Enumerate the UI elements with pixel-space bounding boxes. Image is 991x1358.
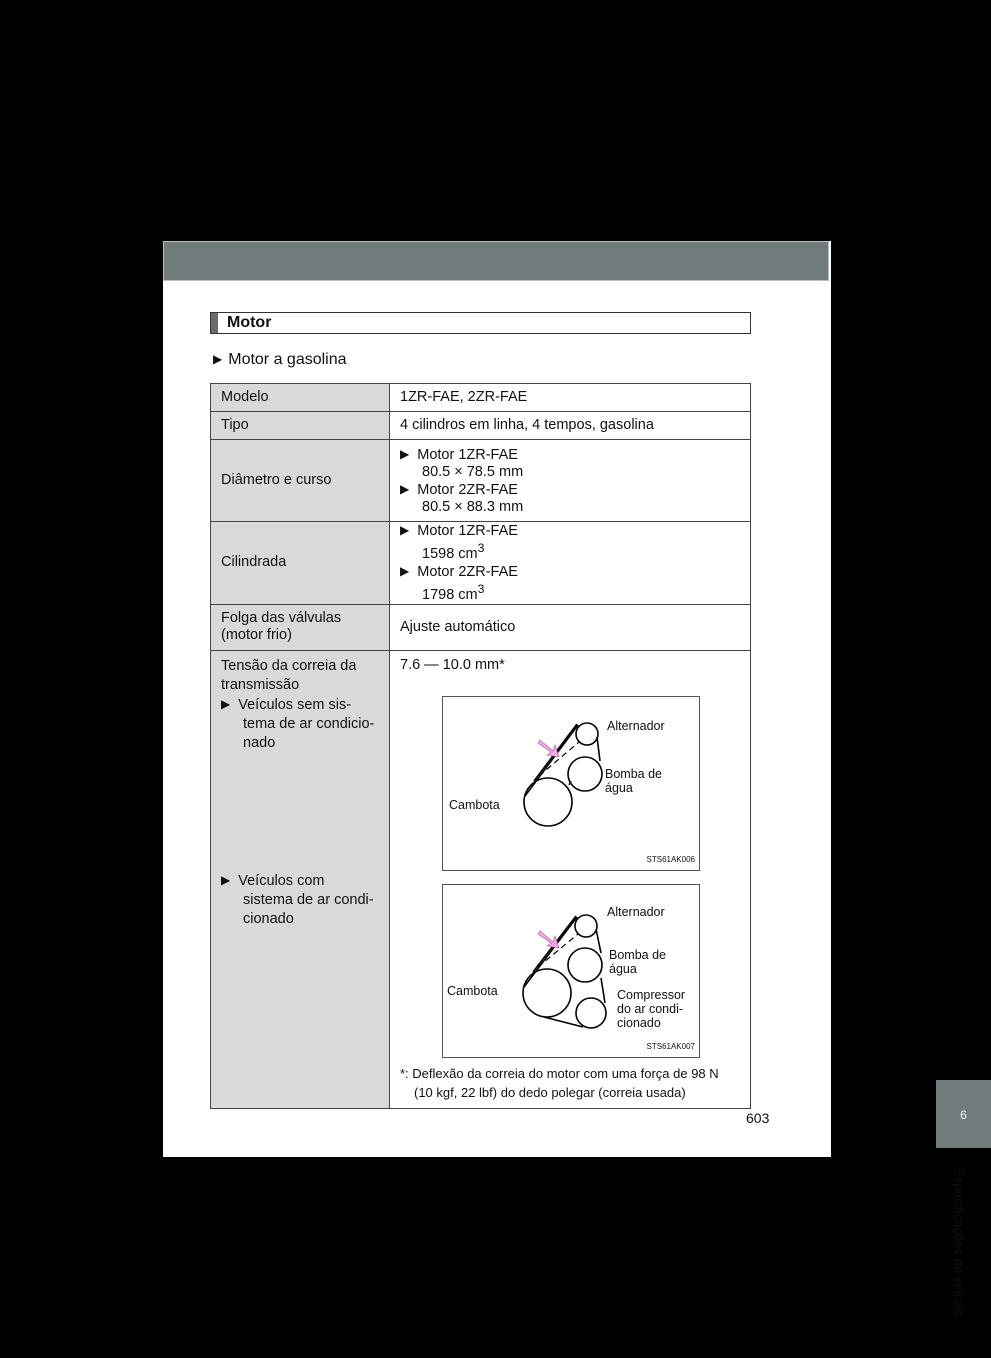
table-row (211, 650, 751, 1108)
row-key-clearance: Folga das válvulas (motor frio) (211, 604, 390, 650)
label-alternator: Alternador (607, 718, 665, 733)
engine-spec-table (210, 383, 751, 1109)
row-value-model: 1ZR-FAE, 2ZR-FAE (390, 384, 751, 412)
label-water-pump: Bomba de água (609, 947, 666, 976)
belt-diagram-with-ac (442, 884, 700, 1058)
label-water-pump: Bomba de água (605, 766, 662, 795)
chapter-tab (936, 1080, 991, 1148)
row-key-type: Tipo (211, 412, 390, 440)
chapter-number: 6 (960, 1108, 967, 1122)
label-crankshaft: Cambota (447, 983, 498, 998)
row-value-bore: ▶ Motor 1ZR-FAE 80.5 × 78.5 mm ▶ Motor 2ZR-FAE 80.5 × 88.3 mm (390, 440, 751, 522)
subheading (213, 351, 347, 369)
row-key-model: Modelo (211, 384, 390, 412)
diagram-code: STS61AK007 (646, 1041, 695, 1051)
bullet-arrow-icon: ▶ (400, 523, 410, 537)
row-value-type: 4 cilindros em linha, 4 tempos, gasolina (390, 412, 751, 440)
label-alternator: Alternador (607, 904, 665, 919)
table-row (211, 440, 751, 522)
bullet-arrow-icon: ▶ (221, 872, 231, 887)
row-value-tension (390, 650, 751, 1108)
row-key-bore: Diâmetro e curso (211, 440, 390, 522)
header-band (163, 241, 829, 281)
section-title-bar (210, 312, 751, 334)
belt-diagram-no-ac (442, 696, 700, 871)
manual-page (163, 241, 967, 1318)
row-key-tension: Tensão da correia da transmissão ▶ Veículos sem sis- tema de ar condicio- nado ▶ Veículos com sistema de ar condi- cionado (211, 650, 390, 1108)
bullet-arrow-icon: ▶ (400, 446, 410, 461)
diagram-code: STS61AK006 (646, 854, 695, 864)
bullet-arrow-icon: ▶ (400, 481, 410, 496)
label-ac-compressor: Compressor do ar condi- cionado (617, 987, 686, 1030)
section-title: Motor (227, 314, 272, 331)
section-marker (211, 313, 218, 333)
bullet-arrow-icon: ▶ (400, 563, 410, 578)
row-key-displacement: Cilindrada (211, 522, 390, 605)
footnote: *: Deflexão da correia do motor com uma força de 98 N (10 kgf, 22 lbf) do dedo polegar (correia usada) (400, 1065, 719, 1100)
page-number: 603 (746, 1110, 770, 1126)
row-value-displacement: ▶ Motor 1ZR-FAE 1598 $cm^3$ ▶ Motor 2ZR-FAE 1798 $cm^3$ (390, 522, 751, 605)
row-value-clearance: Ajuste automático (390, 604, 751, 650)
table-row (211, 522, 751, 605)
chapter-side-label: Especificações do veículo (951, 1168, 967, 1318)
tension-value: 7.6 — 10.0 mm* (400, 656, 505, 673)
subheading-text: Motor a gasolina (228, 351, 347, 368)
table-row (211, 604, 751, 650)
bullet-arrow-icon: ▶ (221, 696, 231, 711)
table-row (211, 384, 751, 412)
label-crankshaft: Cambota (449, 797, 500, 812)
bullet-arrow-icon: ▶ (213, 352, 223, 366)
table-row (211, 412, 751, 440)
